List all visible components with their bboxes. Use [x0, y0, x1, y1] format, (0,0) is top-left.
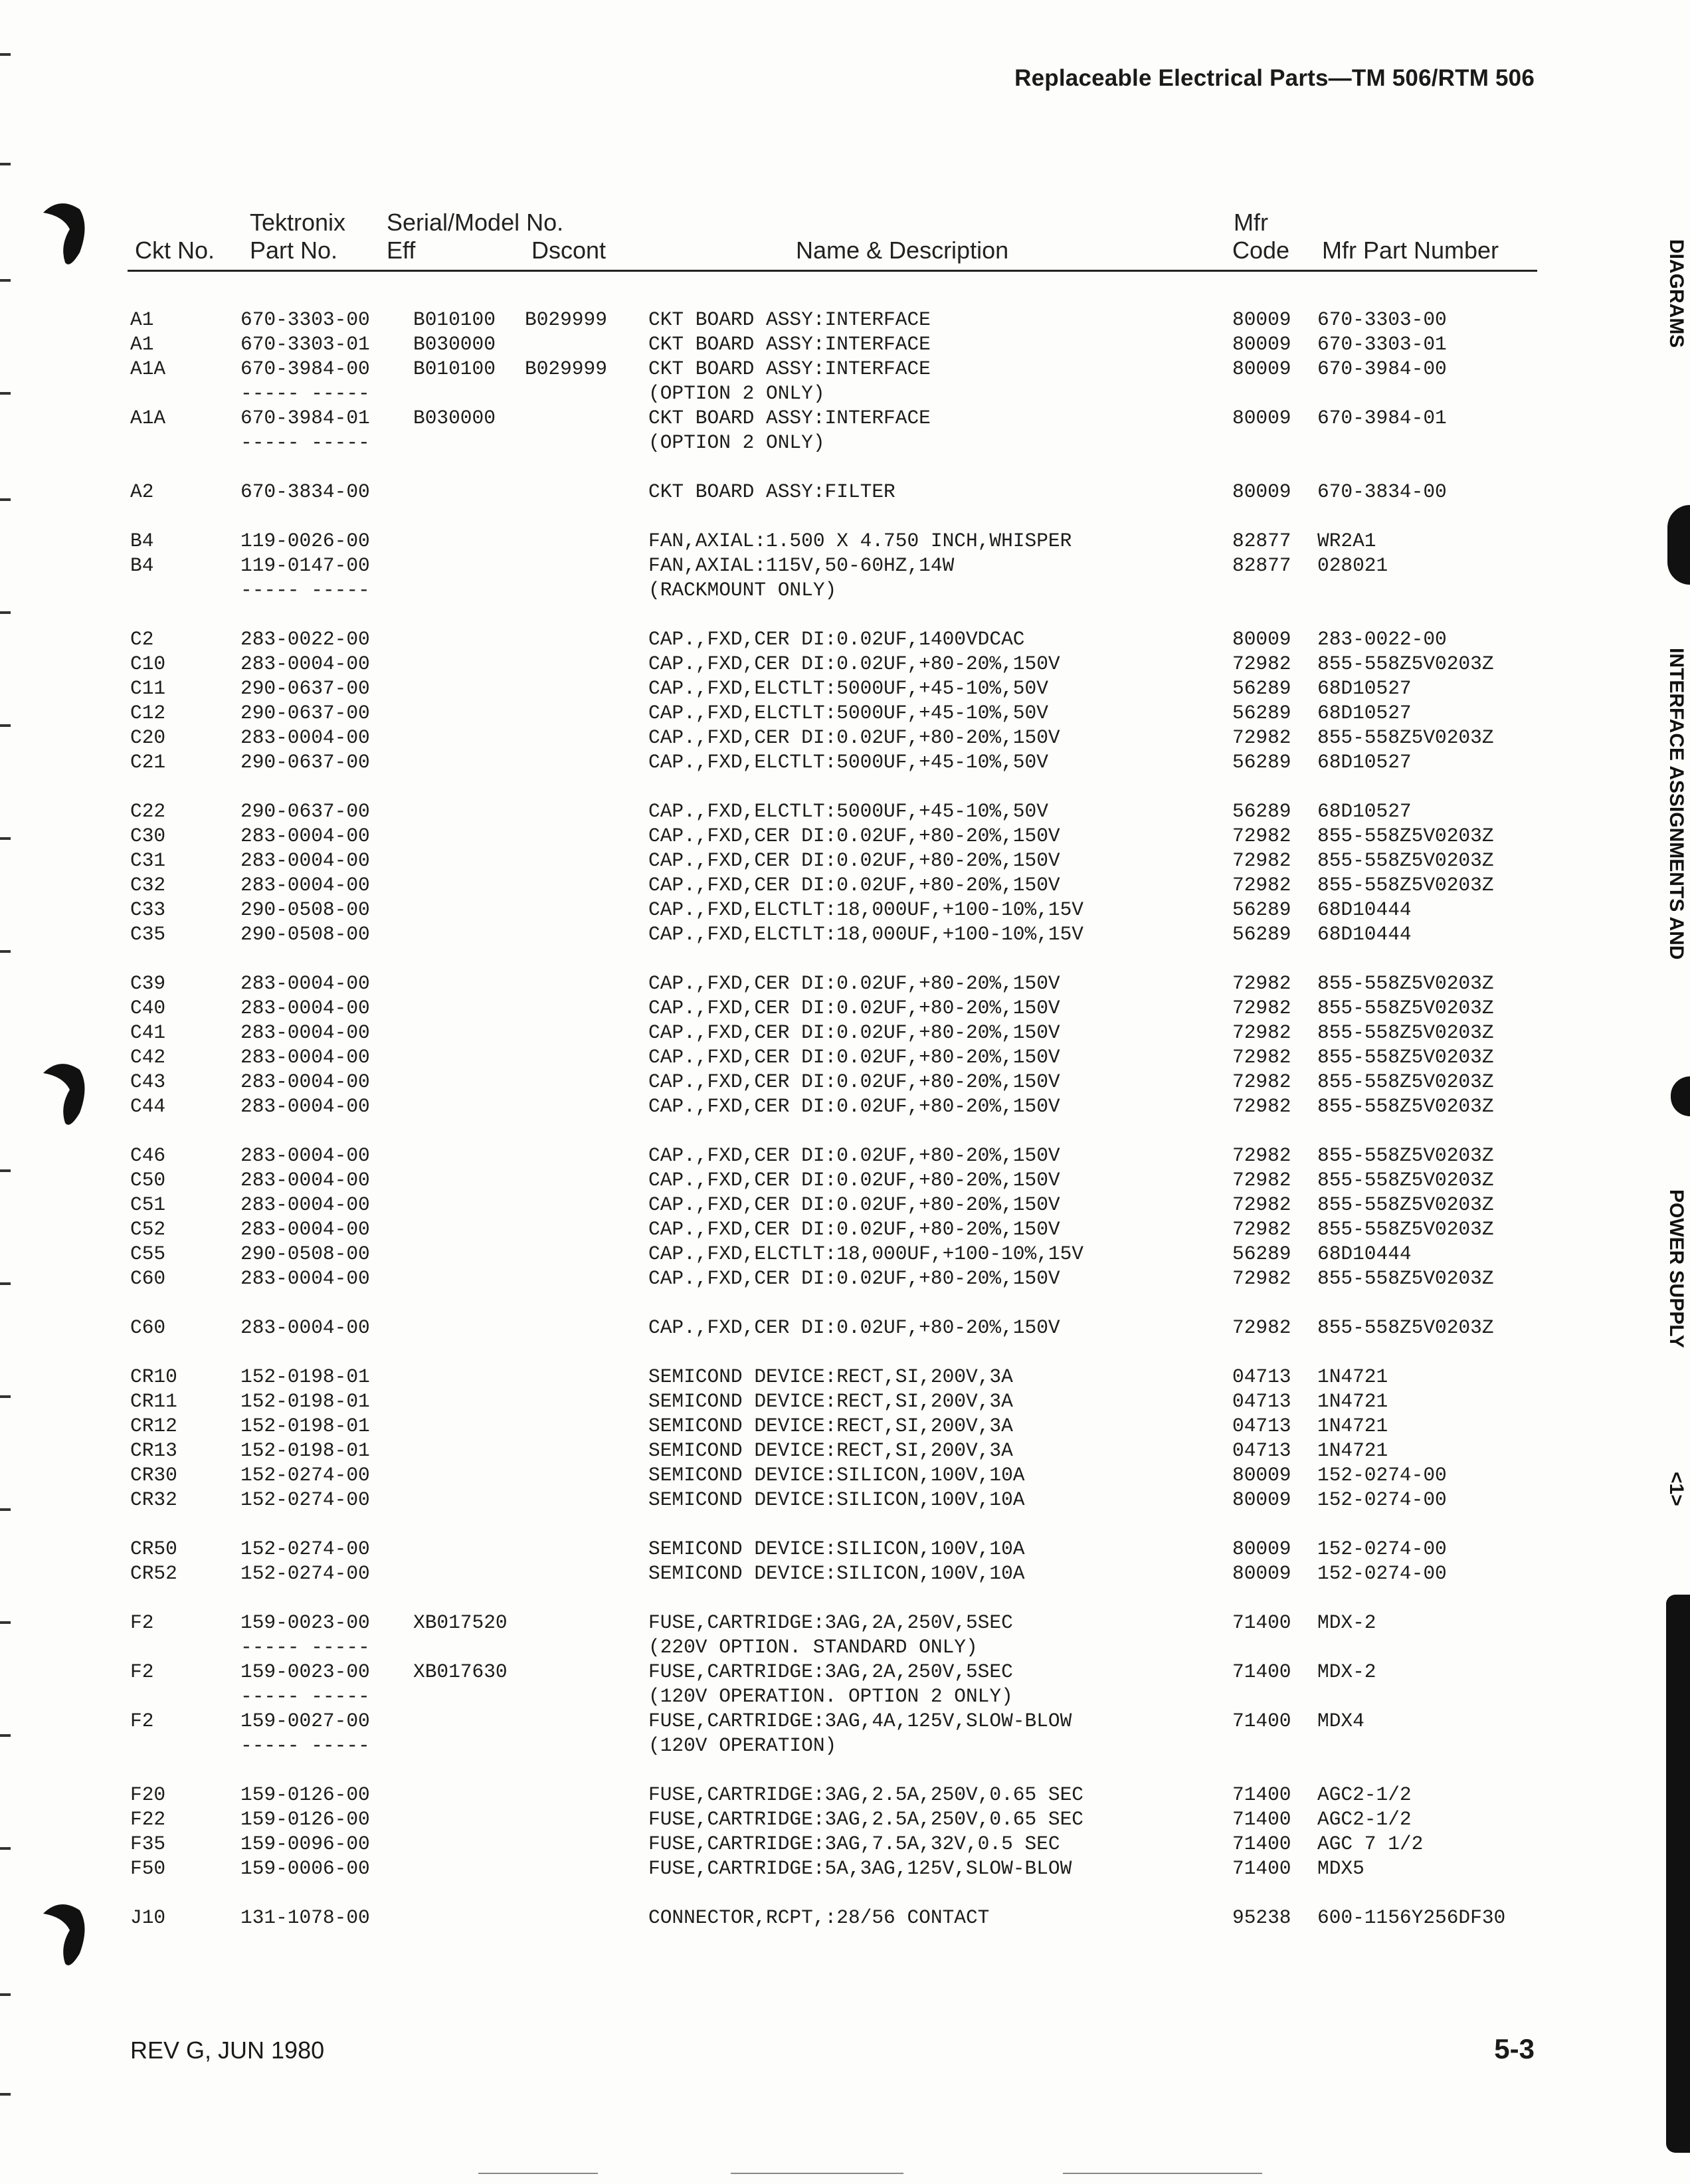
part-no: 159-0006-00 — [240, 1857, 370, 1880]
col-mfr-code: Code — [1232, 237, 1290, 264]
punch-hole-icon — [40, 1060, 93, 1133]
col-name-description: Name & Description — [796, 237, 1009, 264]
mfr-part-number: 855-558Z5V0203Z — [1317, 972, 1494, 995]
punch-hole-icon — [40, 1900, 93, 1973]
mfr-part-number: 670-3984-01 — [1317, 407, 1447, 429]
part-no: 283-0004-00 — [240, 825, 370, 847]
part-no: ----- ----- — [240, 431, 370, 454]
mfr-part-number: 1N4721 — [1317, 1365, 1388, 1388]
description: CAP.,FXD,CER DI:0.02UF,+80-20%,150V — [648, 1070, 1060, 1093]
description: CAP.,FXD,CER DI:0.02UF,+80-20%,150V — [648, 1046, 1060, 1068]
mfr-part-number: 152-0274-00 — [1317, 1538, 1447, 1560]
description: SEMICOND DEVICE:RECT,SI,200V,3A — [648, 1415, 1013, 1437]
mfr-part-number: 68D10527 — [1317, 751, 1412, 773]
description: CKT BOARD ASSY:INTERFACE — [648, 357, 931, 380]
part-no: 290-0637-00 — [240, 800, 370, 823]
revision-date: REV G, JUN 1980 — [130, 2036, 325, 2064]
description: CAP.,FXD,CER DI:0.02UF,+80-20%,150V — [648, 1021, 1060, 1044]
mfr-part-number: 670-3303-00 — [1317, 308, 1447, 331]
ckt-no: F20 — [130, 1783, 166, 1806]
ckt-no: A2 — [130, 480, 154, 503]
mfr-code: 72982 — [1232, 1193, 1291, 1216]
mfr-part-number: 600-1156Y256DF30 — [1317, 1906, 1506, 1929]
description: FUSE,CARTRIDGE:3AG,4A,125V,SLOW-BLOW — [648, 1710, 1072, 1732]
mfr-code: 72982 — [1232, 1021, 1291, 1044]
part-no: 670-3303-00 — [240, 308, 370, 331]
mfr-part-number: 855-558Z5V0203Z — [1317, 1070, 1494, 1093]
part-no: 283-0004-00 — [240, 1169, 370, 1191]
description: FUSE,CARTRIDGE:3AG,2A,250V,5SEC — [648, 1660, 1013, 1683]
part-no: 159-0126-00 — [240, 1783, 370, 1806]
description: CAP.,FXD,CER DI:0.02UF,+80-20%,150V — [648, 1218, 1060, 1241]
mfr-part-number: 855-558Z5V0203Z — [1317, 1267, 1494, 1290]
ckt-no: C42 — [130, 1046, 166, 1068]
punch-hole-icon — [40, 199, 93, 272]
ckt-no: B4 — [130, 554, 154, 577]
part-no: 283-0004-00 — [240, 1267, 370, 1290]
col-ckt-no: Ckt No. — [135, 237, 215, 264]
mfr-part-number: 855-558Z5V0203Z — [1317, 825, 1494, 847]
part-no: ----- ----- — [240, 1734, 370, 1757]
scan-artifact — [731, 2173, 903, 2174]
description: CAP.,FXD,ELCTLT:18,000UF,+100-10%,15V — [648, 923, 1084, 945]
mfr-part-number: 152-0274-00 — [1317, 1562, 1447, 1585]
part-no: 283-0004-00 — [240, 849, 370, 872]
mfr-code: 56289 — [1232, 898, 1291, 921]
mfr-part-number: 855-558Z5V0203Z — [1317, 1095, 1494, 1118]
mfr-part-number: 670-3984-00 — [1317, 357, 1447, 380]
part-no: 283-0004-00 — [240, 1316, 370, 1339]
ckt-no: C46 — [130, 1144, 166, 1167]
mfr-code: 04713 — [1232, 1365, 1291, 1388]
mfr-code: 72982 — [1232, 1144, 1291, 1167]
mfr-code: 80009 — [1232, 308, 1291, 331]
col-mfr-part-number: Mfr Part Number — [1322, 237, 1499, 264]
description: CKT BOARD ASSY:INTERFACE — [648, 333, 931, 355]
mfr-code: 71400 — [1232, 1710, 1291, 1732]
ckt-no: C32 — [130, 874, 166, 896]
ckt-no: CR10 — [130, 1365, 177, 1388]
part-no: 159-0023-00 — [240, 1660, 370, 1683]
page-number: 5-3 — [1494, 2033, 1535, 2064]
mfr-part-number: 1N4721 — [1317, 1415, 1388, 1437]
description: CAP.,FXD,ELCTLT:5000UF,+45-10%,50V — [648, 677, 1048, 700]
description: SEMICOND DEVICE:SILICON,100V,10A — [648, 1488, 1025, 1511]
part-no: 283-0004-00 — [240, 1144, 370, 1167]
part-no: 290-0508-00 — [240, 923, 370, 945]
mfr-code: 80009 — [1232, 357, 1291, 380]
mfr-part-number: WR2A1 — [1317, 530, 1376, 552]
ckt-no: C40 — [130, 997, 166, 1019]
part-no: 159-0096-00 — [240, 1833, 370, 1855]
ckt-no: CR52 — [130, 1562, 177, 1585]
serial-eff: XB017520 — [413, 1611, 508, 1634]
serial-eff: B030000 — [413, 333, 496, 355]
part-no: 283-0004-00 — [240, 874, 370, 896]
mfr-part-number: AGC2-1/2 — [1317, 1783, 1412, 1806]
ckt-no: C12 — [130, 702, 166, 724]
part-no: 152-0274-00 — [240, 1464, 370, 1486]
part-no: 283-0022-00 — [240, 628, 370, 650]
part-no: 159-0027-00 — [240, 1710, 370, 1732]
part-no: ----- ----- — [240, 382, 370, 405]
mfr-code: 80009 — [1232, 1488, 1291, 1511]
part-no: 283-0004-00 — [240, 1095, 370, 1118]
mfr-code: 80009 — [1232, 1538, 1291, 1560]
description: (220V OPTION. STANDARD ONLY) — [648, 1636, 978, 1658]
mfr-code: 56289 — [1232, 1242, 1291, 1265]
description: FAN,AXIAL:1.500 X 4.750 INCH,WHISPER — [648, 530, 1072, 552]
description: CKT BOARD ASSY:INTERFACE — [648, 308, 931, 331]
serial-dscont: B029999 — [525, 357, 607, 380]
description: CAP.,FXD,CER DI:0.02UF,+80-20%,150V — [648, 1095, 1060, 1118]
description: CONNECTOR,RCPT,:28/56 CONTACT — [648, 1906, 990, 1929]
description: CKT BOARD ASSY:FILTER — [648, 480, 895, 503]
part-no: 670-3303-01 — [240, 333, 370, 355]
mfr-code: 71400 — [1232, 1857, 1291, 1880]
mfr-code: 71400 — [1232, 1833, 1291, 1855]
ckt-no: C60 — [130, 1316, 166, 1339]
mfr-part-number: MDX4 — [1317, 1710, 1364, 1732]
scan-artifact — [1063, 2173, 1262, 2174]
ckt-no: CR13 — [130, 1439, 177, 1462]
ckt-no: F2 — [130, 1710, 154, 1732]
part-no: 159-0126-00 — [240, 1808, 370, 1831]
description: CAP.,FXD,CER DI:0.02UF,+80-20%,150V — [648, 825, 1060, 847]
part-no: 670-3834-00 — [240, 480, 370, 503]
mfr-part-number: 152-0274-00 — [1317, 1488, 1447, 1511]
ckt-no: A1 — [130, 308, 154, 331]
ckt-no: CR30 — [130, 1464, 177, 1486]
mfr-part-number: 855-558Z5V0203Z — [1317, 1316, 1494, 1339]
mfr-part-number: 152-0274-00 — [1317, 1464, 1447, 1486]
mfr-part-number: 855-558Z5V0203Z — [1317, 849, 1494, 872]
description: FUSE,CARTRIDGE:3AG,7.5A,32V,0.5 SEC — [648, 1833, 1060, 1855]
serial-eff: B010100 — [413, 357, 496, 380]
part-no: 152-0198-01 — [240, 1365, 370, 1388]
mfr-part-number: 855-558Z5V0203Z — [1317, 1144, 1494, 1167]
description: CAP.,FXD,CER DI:0.02UF,+80-20%,150V — [648, 972, 1060, 995]
description: SEMICOND DEVICE:SILICON,100V,10A — [648, 1562, 1025, 1585]
part-no: 290-0508-00 — [240, 898, 370, 921]
tab-mark-1 — [1667, 505, 1690, 585]
serial-eff: B010100 — [413, 308, 496, 331]
description: SEMICOND DEVICE:RECT,SI,200V,3A — [648, 1365, 1013, 1388]
description: (120V OPERATION) — [648, 1734, 837, 1757]
ckt-no: C21 — [130, 751, 166, 773]
mfr-part-number: 855-558Z5V0203Z — [1317, 1218, 1494, 1241]
part-no: 283-0004-00 — [240, 1046, 370, 1068]
ckt-no: C41 — [130, 1021, 166, 1044]
description: SEMICOND DEVICE:RECT,SI,200V,3A — [648, 1439, 1013, 1462]
mfr-code: 80009 — [1232, 1562, 1291, 1585]
ckt-no: F2 — [130, 1660, 154, 1683]
part-no: 283-0004-00 — [240, 1218, 370, 1241]
ckt-no: C52 — [130, 1218, 166, 1241]
ckt-no: C11 — [130, 677, 166, 700]
mfr-part-number: 855-558Z5V0203Z — [1317, 1193, 1494, 1216]
ckt-no: C30 — [130, 825, 166, 847]
description: CAP.,FXD,CER DI:0.02UF,+80-20%,150V — [648, 726, 1060, 749]
mfr-part-number: 68D10527 — [1317, 800, 1412, 823]
part-no: 290-0508-00 — [240, 1242, 370, 1265]
col-eff: Eff — [387, 237, 416, 264]
description: (RACKMOUNT ONLY) — [648, 579, 837, 601]
mfr-part-number: 68D10444 — [1317, 1242, 1412, 1265]
mfr-code: 72982 — [1232, 997, 1291, 1019]
mfr-part-number: 68D10444 — [1317, 898, 1412, 921]
tab-diagrams: DIAGRAMS — [1665, 239, 1687, 348]
mfr-part-number: 855-558Z5V0203Z — [1317, 1169, 1494, 1191]
col-part-no: Part No. — [250, 237, 338, 264]
col-dscont: Dscont — [531, 237, 607, 264]
tab-mark-3 — [1666, 1595, 1690, 2153]
ckt-no: C20 — [130, 726, 166, 749]
description: FUSE,CARTRIDGE:5A,3AG,125V,SLOW-BLOW — [648, 1857, 1072, 1880]
page-title: Replaceable Electrical Parts—TM 506/RTM 506 — [1014, 65, 1535, 91]
mfr-part-number: 670-3303-01 — [1317, 333, 1447, 355]
mfr-code: 56289 — [1232, 751, 1291, 773]
part-no: 152-0198-01 — [240, 1390, 370, 1413]
mfr-code: 80009 — [1232, 333, 1291, 355]
part-no: 119-0147-00 — [240, 554, 370, 577]
mfr-part-number: MDX-2 — [1317, 1660, 1376, 1683]
description: SEMICOND DEVICE:SILICON,100V,10A — [648, 1464, 1025, 1486]
part-no: 290-0637-00 — [240, 702, 370, 724]
description: CAP.,FXD,ELCTLT:18,000UF,+100-10%,15V — [648, 1242, 1084, 1265]
mfr-code: 71400 — [1232, 1783, 1291, 1806]
serial-dscont: B029999 — [525, 308, 607, 331]
mfr-part-number: 670-3834-00 — [1317, 480, 1447, 503]
part-no: 152-0198-01 — [240, 1415, 370, 1437]
mfr-code: 72982 — [1232, 1218, 1291, 1241]
description: CKT BOARD ASSY:INTERFACE — [648, 407, 931, 429]
mfr-code: 71400 — [1232, 1660, 1291, 1683]
ckt-no: CR32 — [130, 1488, 177, 1511]
description: FUSE,CARTRIDGE:3AG,2.5A,250V,0.65 SEC — [648, 1808, 1084, 1831]
mfr-code: 72982 — [1232, 1169, 1291, 1191]
mfr-code: 72982 — [1232, 1046, 1291, 1068]
part-no: ----- ----- — [240, 1685, 370, 1708]
col-mfr: Mfr — [1234, 209, 1268, 236]
mfr-code: 72982 — [1232, 874, 1291, 896]
mfr-part-number: 855-558Z5V0203Z — [1317, 997, 1494, 1019]
part-no: 283-0004-00 — [240, 1070, 370, 1093]
mfr-code: 80009 — [1232, 407, 1291, 429]
mfr-code: 80009 — [1232, 480, 1291, 503]
mfr-part-number: 855-558Z5V0203Z — [1317, 726, 1494, 749]
part-no: 283-0004-00 — [240, 1021, 370, 1044]
mfr-code: 04713 — [1232, 1415, 1291, 1437]
serial-eff: XB017630 — [413, 1660, 508, 1683]
description: FAN,AXIAL:115V,50-60HZ,14W — [648, 554, 955, 577]
mfr-part-number: 855-558Z5V0203Z — [1317, 652, 1494, 675]
description: CAP.,FXD,CER DI:0.02UF,+80-20%,150V — [648, 849, 1060, 872]
part-no: 670-3984-00 — [240, 357, 370, 380]
description: (OPTION 2 ONLY) — [648, 382, 825, 405]
mfr-part-number: 855-558Z5V0203Z — [1317, 1046, 1494, 1068]
scan-artifact — [478, 2173, 598, 2174]
mfr-part-number: AGC2-1/2 — [1317, 1808, 1412, 1831]
description: CAP.,FXD,CER DI:0.02UF,+80-20%,150V — [648, 1193, 1060, 1216]
description: SEMICOND DEVICE:SILICON,100V,10A — [648, 1538, 1025, 1560]
mfr-code: 56289 — [1232, 702, 1291, 724]
part-no: 283-0004-00 — [240, 972, 370, 995]
tab-interface-assignments: INTERFACE ASSIGNMENTS AND — [1665, 648, 1687, 960]
col-serial-model: Serial/Model No. — [387, 209, 564, 236]
mfr-code: 56289 — [1232, 800, 1291, 823]
ckt-no: F2 — [130, 1611, 154, 1634]
description: CAP.,FXD,ELCTLT:5000UF,+45-10%,50V — [648, 702, 1048, 724]
ckt-no: C55 — [130, 1242, 166, 1265]
part-no: 159-0023-00 — [240, 1611, 370, 1634]
mfr-part-number: 855-558Z5V0203Z — [1317, 874, 1494, 896]
ckt-no: CR11 — [130, 1390, 177, 1413]
ckt-no: C33 — [130, 898, 166, 921]
mfr-part-number: 855-558Z5V0203Z — [1317, 1021, 1494, 1044]
part-no: 119-0026-00 — [240, 530, 370, 552]
ckt-no: C43 — [130, 1070, 166, 1093]
ckt-no: C10 — [130, 652, 166, 675]
description: CAP.,FXD,CER DI:0.02UF,+80-20%,150V — [648, 997, 1060, 1019]
description: CAP.,FXD,CER DI:0.02UF,+80-20%,150V — [648, 652, 1060, 675]
ckt-no: A1A — [130, 357, 166, 380]
part-no: 152-0198-01 — [240, 1439, 370, 1462]
mfr-code: 72982 — [1232, 1316, 1291, 1339]
serial-eff: B030000 — [413, 407, 496, 429]
description: CAP.,FXD,CER DI:0.02UF,1400VDCAC — [648, 628, 1025, 650]
description: CAP.,FXD,CER DI:0.02UF,+80-20%,150V — [648, 874, 1060, 896]
tab-power-supply: POWER SUPPLY — [1665, 1189, 1687, 1348]
ckt-no: C2 — [130, 628, 154, 650]
description: CAP.,FXD,ELCTLT:5000UF,+45-10%,50V — [648, 751, 1048, 773]
ckt-no: F35 — [130, 1833, 166, 1855]
mfr-code: 04713 — [1232, 1439, 1291, 1462]
part-no: 152-0274-00 — [240, 1562, 370, 1585]
part-no: 670-3984-01 — [240, 407, 370, 429]
mfr-code: 72982 — [1232, 825, 1291, 847]
description: CAP.,FXD,CER DI:0.02UF,+80-20%,150V — [648, 1316, 1060, 1339]
mfr-part-number: 028021 — [1317, 554, 1388, 577]
description: CAP.,FXD,ELCTLT:18,000UF,+100-10%,15V — [648, 898, 1084, 921]
mfr-part-number: AGC 7 1/2 — [1317, 1833, 1424, 1855]
mfr-code: 72982 — [1232, 972, 1291, 995]
mfr-code: 56289 — [1232, 677, 1291, 700]
mfr-code: 80009 — [1232, 628, 1291, 650]
description: CAP.,FXD,ELCTLT:5000UF,+45-10%,50V — [648, 800, 1048, 823]
part-no: 283-0004-00 — [240, 652, 370, 675]
description: FUSE,CARTRIDGE:3AG,2.5A,250V,0.65 SEC — [648, 1783, 1084, 1806]
mfr-part-number: 1N4721 — [1317, 1439, 1388, 1462]
part-no: 152-0274-00 — [240, 1538, 370, 1560]
mfr-part-number: MDX-2 — [1317, 1611, 1376, 1634]
ckt-no: C60 — [130, 1267, 166, 1290]
mfr-code: 72982 — [1232, 726, 1291, 749]
mfr-code: 82877 — [1232, 530, 1291, 552]
ckt-no: F22 — [130, 1808, 166, 1831]
description: (120V OPERATION. OPTION 2 ONLY) — [648, 1685, 1013, 1708]
ckt-no: C31 — [130, 849, 166, 872]
mfr-code: 72982 — [1232, 652, 1291, 675]
mfr-code: 71400 — [1232, 1808, 1291, 1831]
part-no: 283-0004-00 — [240, 997, 370, 1019]
ckt-no: C44 — [130, 1095, 166, 1118]
ckt-no: C39 — [130, 972, 166, 995]
description: SEMICOND DEVICE:RECT,SI,200V,3A — [648, 1390, 1013, 1413]
ckt-no: A1 — [130, 333, 154, 355]
mfr-code: 72982 — [1232, 849, 1291, 872]
part-no: ----- ----- — [240, 1636, 370, 1658]
part-no: 131-1078-00 — [240, 1906, 370, 1929]
ckt-no: C50 — [130, 1169, 166, 1191]
mfr-part-number: MDX5 — [1317, 1857, 1364, 1880]
mfr-code: 72982 — [1232, 1070, 1291, 1093]
part-no: 290-0637-00 — [240, 677, 370, 700]
mfr-code: 80009 — [1232, 1464, 1291, 1486]
tab-symbol: <1> — [1665, 1472, 1687, 1506]
ckt-no: C51 — [130, 1193, 166, 1216]
part-no: ----- ----- — [240, 579, 370, 601]
mfr-code: 82877 — [1232, 554, 1291, 577]
col-tektronix: Tektronix — [250, 209, 346, 236]
description: CAP.,FXD,CER DI:0.02UF,+80-20%,150V — [648, 1144, 1060, 1167]
ckt-no: B4 — [130, 530, 154, 552]
part-no: 290-0637-00 — [240, 751, 370, 773]
mfr-part-number: 68D10527 — [1317, 702, 1412, 724]
part-no: 283-0004-00 — [240, 1193, 370, 1216]
description: FUSE,CARTRIDGE:3AG,2A,250V,5SEC — [648, 1611, 1013, 1634]
mfr-code: 71400 — [1232, 1611, 1291, 1634]
description: CAP.,FXD,CER DI:0.02UF,+80-20%,150V — [648, 1169, 1060, 1191]
ckt-no: J10 — [130, 1906, 166, 1929]
mfr-part-number: 1N4721 — [1317, 1390, 1388, 1413]
description: CAP.,FXD,CER DI:0.02UF,+80-20%,150V — [648, 1267, 1060, 1290]
ckt-no: CR12 — [130, 1415, 177, 1437]
ckt-no: C22 — [130, 800, 166, 823]
mfr-code: 95238 — [1232, 1906, 1291, 1929]
part-no: 283-0004-00 — [240, 726, 370, 749]
mfr-code: 72982 — [1232, 1095, 1291, 1118]
ckt-no: CR50 — [130, 1538, 177, 1560]
ckt-no: C35 — [130, 923, 166, 945]
mfr-code: 72982 — [1232, 1267, 1291, 1290]
mfr-code: 04713 — [1232, 1390, 1291, 1413]
ckt-no: A1A — [130, 407, 166, 429]
part-no: 152-0274-00 — [240, 1488, 370, 1511]
mfr-part-number: 68D10444 — [1317, 923, 1412, 945]
mfr-code: 56289 — [1232, 923, 1291, 945]
ckt-no: F50 — [130, 1857, 166, 1880]
mfr-part-number: 283-0022-00 — [1317, 628, 1447, 650]
description: (OPTION 2 ONLY) — [648, 431, 825, 454]
mfr-part-number: 68D10527 — [1317, 677, 1412, 700]
